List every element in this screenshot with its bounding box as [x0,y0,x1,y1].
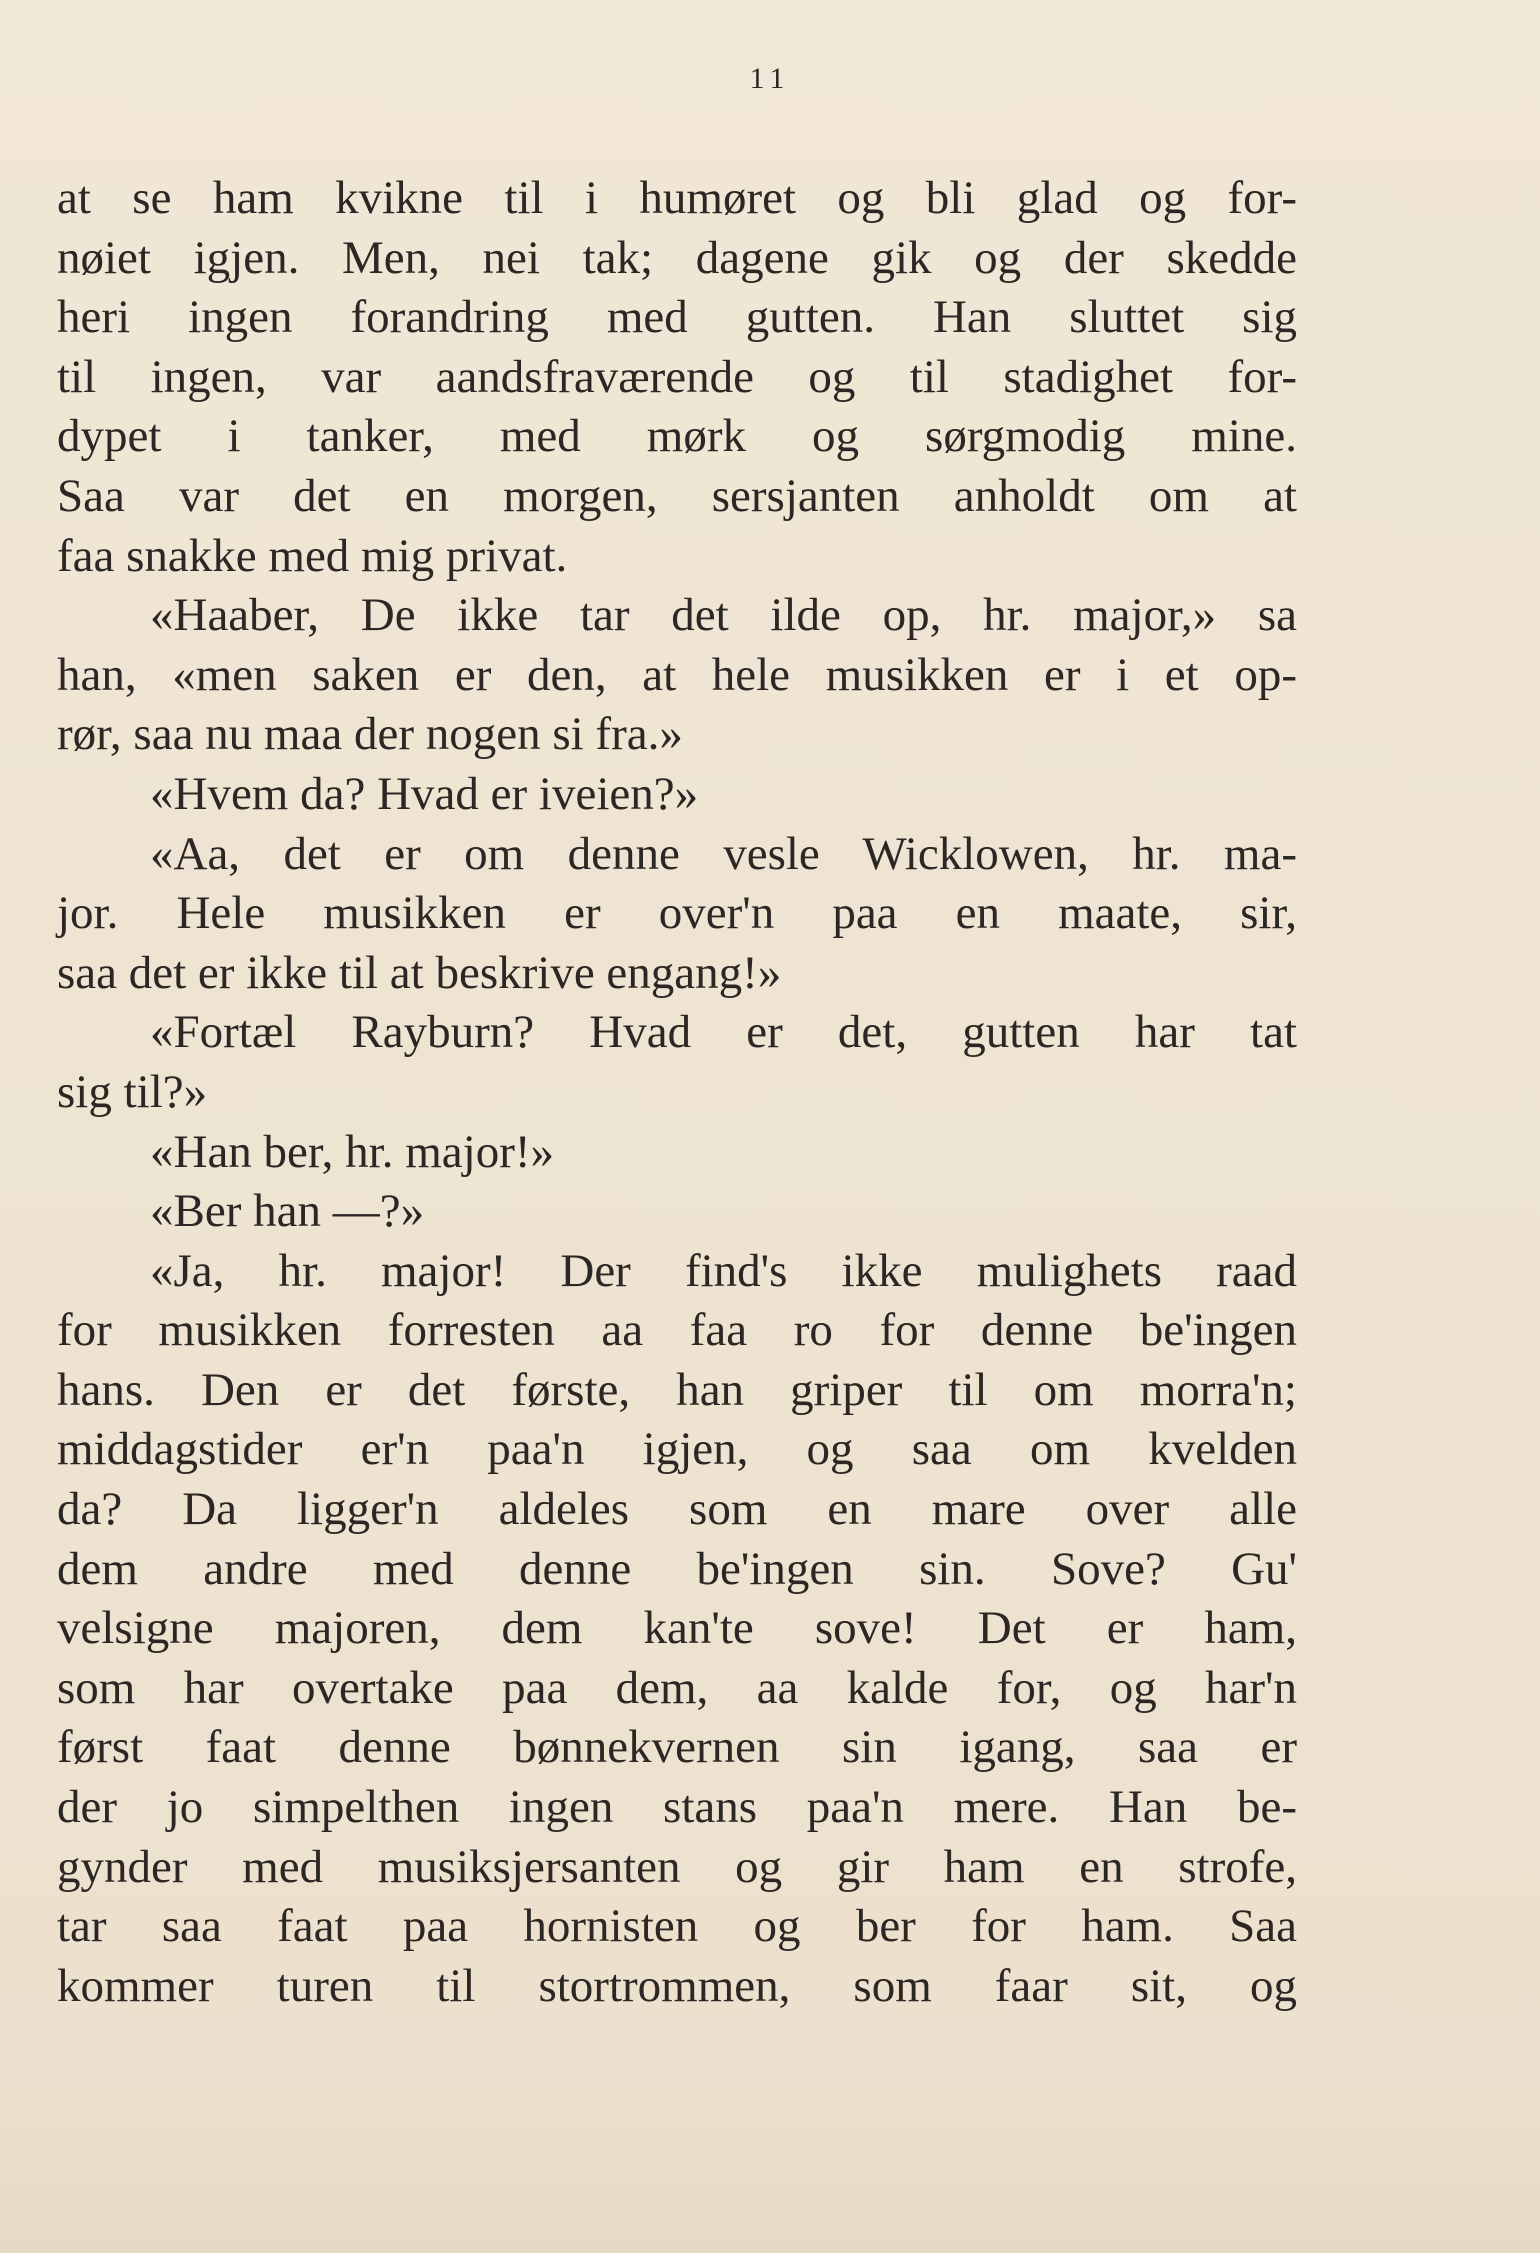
text-line: kommer turen til stortrommen, som faar sit, og [57,1959,1297,2012]
text-line: han, «men saken er den, at hele musikken er i et op- [57,648,1297,701]
text-line: «Hvem da? Hvad er iveien?» [150,767,699,820]
text-line: «Haaber, De ikke tar det ilde op, hr. major,» sa [150,589,1297,642]
text-line: dem andre med denne be'ingen sin. Sove? Gu' [57,1542,1297,1595]
text-line: nøiet igjen. Men, nei tak; dagene gik og der skedde [57,231,1297,284]
text-line: gynder med musiksjersanten og gir ham en strofe, [57,1840,1297,1893]
text-line: for musikken forresten aa faa ro for denne be'ingen [57,1304,1297,1357]
text-line: jor. Hele musikken er over'n paa en maate, sir, [57,887,1297,940]
text-line: dypet i tanker, med mørk og sørgmodig mine. [57,410,1297,463]
text-line: hans. Den er det første, han griper til om morra'n; [57,1363,1297,1416]
page-number: 11 [749,62,791,95]
text-line: rør, saa nu maa der nogen si fra.» [57,708,683,761]
text-line: først faat denne bønnekvernen sin igang, saa er [57,1721,1297,1774]
text-line: da? Da ligger'n aldeles som en mare over alle [57,1483,1297,1536]
text-line: saa det er ikke til at beskrive engang!» [57,946,782,999]
page-bottom-shading [0,2080,1540,2253]
text-line: heri ingen forandring med gutten. Han sluttet sig [57,291,1297,344]
body-text [57,169,1297,2016]
text-line: «Han ber, hr. major!» [150,1125,555,1178]
text-line: som har overtake paa dem, aa kalde for, og har'n [57,1661,1297,1714]
text-line: «Ja, hr. major! Der find's ikke mulighets raad [150,1244,1297,1297]
text-line: at se ham kvikne til i humøret og bli glad og for- [57,172,1297,224]
text-line: tar saa faat paa hornisten og ber for ham. Saa [57,1900,1297,1953]
text-line: «Aa, det er om denne vesle Wicklowen, hr. ma- [150,827,1297,880]
text-line: Saa var det en morgen, sersjanten anholdt om at [57,469,1297,522]
text-line: middagstider er'n paa'n igjen, og saa om kvelden [57,1423,1297,1476]
text-line: «Fortæl Rayburn? Hvad er det, gutten har tat [150,1006,1297,1059]
text-line: til ingen, var aandsfraværende og til stadighet for- [57,350,1297,403]
text-line: sig til?» [57,1065,208,1118]
text-line: der jo simpelthen ingen stans paa'n mere. Han be- [57,1781,1297,1834]
text-line: «Ber han —?» [150,1185,425,1238]
text-line: faa snakke med mig privat. [57,529,568,582]
text-line: velsigne majoren, dem kan'te sove! Det er ham, [57,1602,1297,1655]
